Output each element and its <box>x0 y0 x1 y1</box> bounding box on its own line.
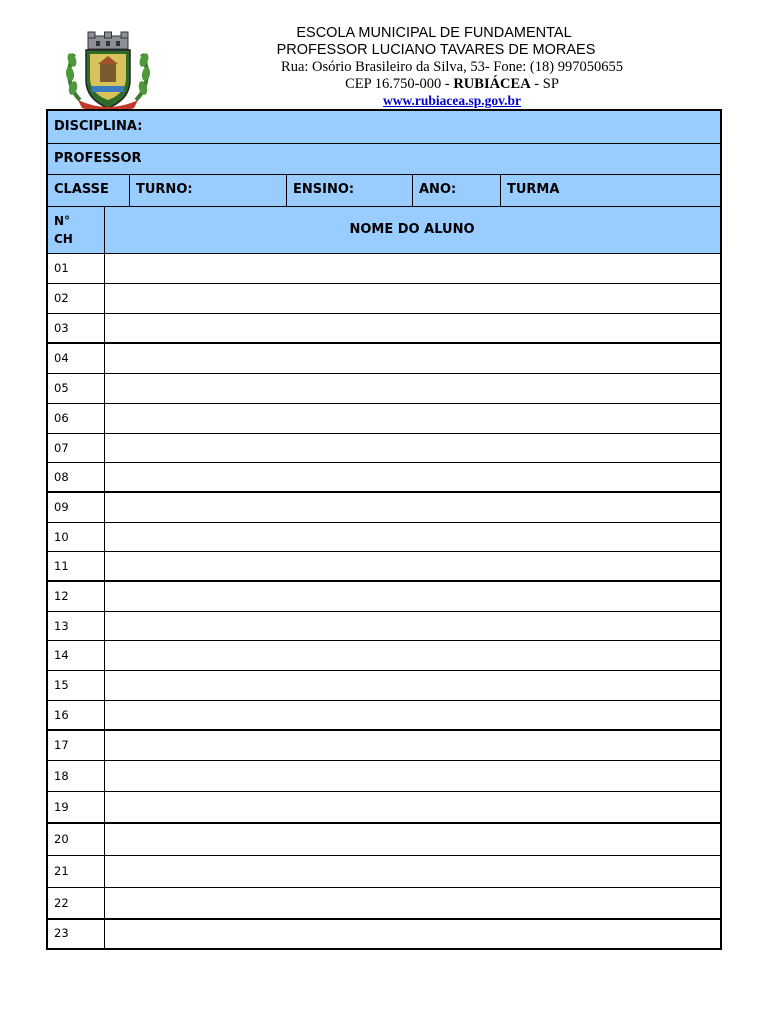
table-row <box>48 671 720 701</box>
disciplina-row <box>48 111 720 144</box>
student-name-cell[interactable] <box>104 701 720 729</box>
ensino-label: ENSINO: <box>293 182 355 197</box>
student-name-cell[interactable] <box>104 523 720 551</box>
class-info-row <box>48 175 720 207</box>
student-name-cell[interactable] <box>104 920 720 948</box>
student-name-cell[interactable] <box>104 314 720 342</box>
student-name-cell[interactable] <box>104 374 720 403</box>
student-name-cell[interactable] <box>104 792 720 822</box>
student-name-cell[interactable] <box>104 761 720 791</box>
student-name-cell[interactable] <box>104 824 720 855</box>
table-row <box>48 434 720 463</box>
city-name: RUBIÁCEA <box>453 76 531 92</box>
row-number: 14 <box>54 648 69 662</box>
student-name-cell[interactable] <box>104 582 720 611</box>
turma-label: TURMA <box>507 182 560 197</box>
row-number: 02 <box>54 291 69 305</box>
divider <box>500 175 501 206</box>
table-row <box>48 888 720 920</box>
row-number: 13 <box>54 619 69 633</box>
student-name-cell[interactable] <box>104 434 720 462</box>
student-name-cell[interactable] <box>104 671 720 700</box>
row-number: 04 <box>54 351 69 365</box>
column-header-row <box>48 207 720 254</box>
school-cep <box>345 77 559 92</box>
table-row <box>48 731 720 761</box>
coat-of-arms-icon <box>62 30 154 112</box>
row-number: 09 <box>54 500 69 514</box>
table-row <box>48 824 720 856</box>
table-row <box>48 701 720 731</box>
row-number: 22 <box>54 896 69 910</box>
website-link[interactable]: www.rubiacea.sp.gov.br <box>382 93 522 108</box>
ano-label: ANO: <box>419 182 457 197</box>
table-row <box>48 920 720 948</box>
table-row <box>48 552 720 582</box>
divider <box>286 175 287 206</box>
number-label: N° <box>54 214 71 228</box>
student-name-cell[interactable] <box>104 284 720 313</box>
student-name-cell[interactable] <box>104 888 720 918</box>
table-row <box>48 374 720 404</box>
row-number: 18 <box>54 769 69 783</box>
row-number: 15 <box>54 678 69 692</box>
row-number: 23 <box>54 926 69 940</box>
table-row <box>48 493 720 523</box>
disciplina-label: DISCIPLINA: <box>54 119 143 134</box>
row-number: 06 <box>54 411 69 425</box>
divider <box>412 175 413 206</box>
school-name-line1: ESCOLA MUNICIPAL DE FUNDAMENTAL <box>296 25 572 41</box>
row-number: 05 <box>54 381 69 395</box>
table-row <box>48 463 720 493</box>
table-row <box>48 254 720 284</box>
row-number: 21 <box>54 864 69 878</box>
professor-row <box>48 144 720 175</box>
row-number: 11 <box>54 559 69 573</box>
table-row <box>48 314 720 344</box>
table-row <box>48 612 720 641</box>
table-row <box>48 523 720 552</box>
row-number: 08 <box>54 470 69 484</box>
student-name-cell[interactable] <box>104 731 720 760</box>
school-address: Rua: Osório Brasileiro da Silva, 53- Fone: (18) 997050655 <box>281 59 623 75</box>
row-number: 16 <box>54 708 69 722</box>
student-name-cell[interactable] <box>104 552 720 580</box>
table-row <box>48 582 720 612</box>
table-row <box>48 761 720 792</box>
professor-label: PROFESSOR <box>54 151 142 166</box>
student-name-cell[interactable] <box>104 641 720 670</box>
ch-label: CH <box>54 232 73 246</box>
row-number: 17 <box>54 738 69 752</box>
table-row <box>48 641 720 671</box>
turno-label: TURNO: <box>136 182 193 197</box>
row-number: 07 <box>54 441 69 455</box>
student-name-cell[interactable] <box>104 254 720 283</box>
student-name-cell[interactable] <box>104 404 720 433</box>
roster-table <box>46 109 722 950</box>
row-number: 03 <box>54 321 69 335</box>
row-number: 19 <box>54 800 69 814</box>
cep-prefix: CEP 16.750-000 - <box>345 76 454 92</box>
table-row <box>48 856 720 888</box>
table-row <box>48 284 720 314</box>
row-number: 01 <box>54 261 69 275</box>
row-number: 12 <box>54 589 69 603</box>
table-row <box>48 344 720 374</box>
student-name-cell[interactable] <box>104 612 720 640</box>
classe-label: CLASSE <box>54 182 109 197</box>
student-name-header: NOME DO ALUNO <box>349 222 475 237</box>
school-name-line2: PROFESSOR LUCIANO TAVARES DE MORAES <box>276 42 596 58</box>
row-number: 10 <box>54 530 69 544</box>
row-number: 20 <box>54 832 69 846</box>
table-row <box>48 404 720 434</box>
student-name-cell[interactable] <box>104 493 720 522</box>
student-name-cell[interactable] <box>104 463 720 491</box>
cep-suffix: - SP <box>530 76 559 92</box>
student-name-cell[interactable] <box>104 856 720 887</box>
divider <box>129 175 130 206</box>
table-row <box>48 792 720 824</box>
student-name-cell[interactable] <box>104 344 720 373</box>
